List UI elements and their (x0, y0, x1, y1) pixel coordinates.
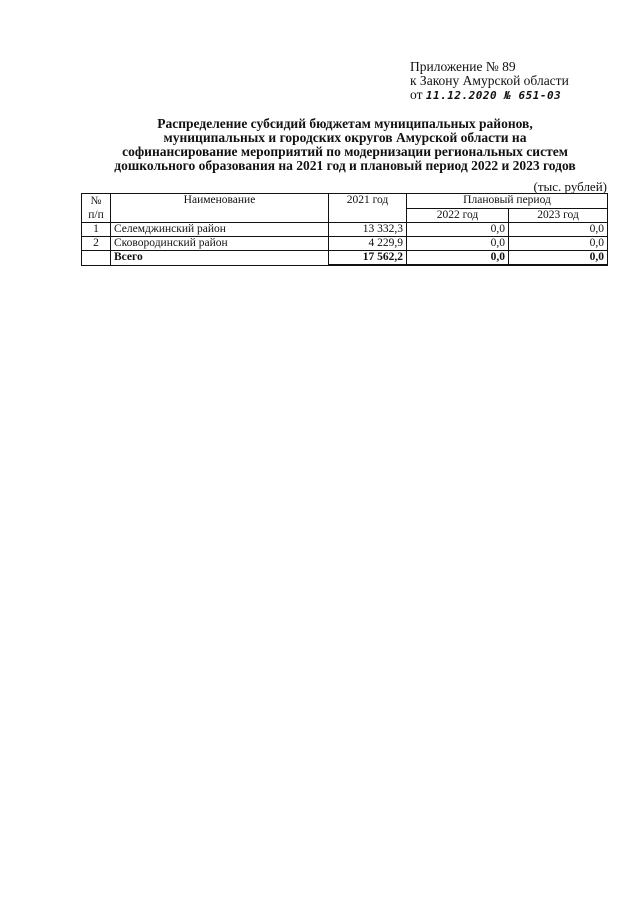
row-2022: 0,0 (407, 223, 509, 237)
title-line-2: муниципальных и городских округов Амурской области на (163, 130, 527, 145)
header-2022: 2022 год (407, 208, 509, 223)
total-2023: 0,0 (509, 251, 608, 266)
row-name: Сковородинский район (111, 237, 329, 251)
row-2021: 4 229,9 (329, 237, 407, 251)
table-total-row (82, 251, 608, 266)
table-row (82, 237, 608, 251)
title-line-1: Распределение субсидий бюджетам муниципальных районов, (157, 116, 533, 131)
title-line-4: дошкольного образования на 2021 год и плановый период 2022 и 2023 годов (114, 158, 576, 173)
row-2023: 0,0 (509, 237, 608, 251)
annex-number: Приложение № 89 (410, 59, 516, 74)
table-header-row (82, 194, 608, 209)
row-2022: 0,0 (407, 237, 509, 251)
title-line-3: софинансирование мероприятий по модернизации региональных систем (122, 144, 568, 159)
document-title (70, 117, 620, 173)
header-num: № п/п (82, 194, 111, 223)
header-name: Наименование (111, 194, 329, 223)
annex-date-line (410, 88, 569, 103)
annex-header (410, 60, 569, 103)
row-num: 2 (82, 237, 111, 251)
annex-law: к Закону Амурской области (410, 73, 569, 88)
total-num (82, 251, 111, 266)
units-label: (тыс. рублей) (533, 179, 607, 194)
total-2022: 0,0 (407, 251, 509, 266)
header-2023: 2023 год (509, 208, 608, 223)
annex-handwritten-date: 11.12.2020 № 651-03 (425, 89, 562, 102)
annex-date-prefix: от (410, 87, 423, 102)
header-plan-period: Плановый период (407, 194, 608, 209)
row-2021: 13 332,3 (329, 223, 407, 237)
row-2023: 0,0 (509, 223, 608, 237)
header-2021: 2021 год (329, 194, 407, 223)
total-name: Всего (111, 251, 329, 266)
table-row (82, 223, 608, 237)
row-num: 1 (82, 223, 111, 237)
row-name: Селемджинский район (111, 223, 329, 237)
total-2021: 17 562,2 (329, 251, 407, 266)
subsidy-table (81, 193, 608, 266)
